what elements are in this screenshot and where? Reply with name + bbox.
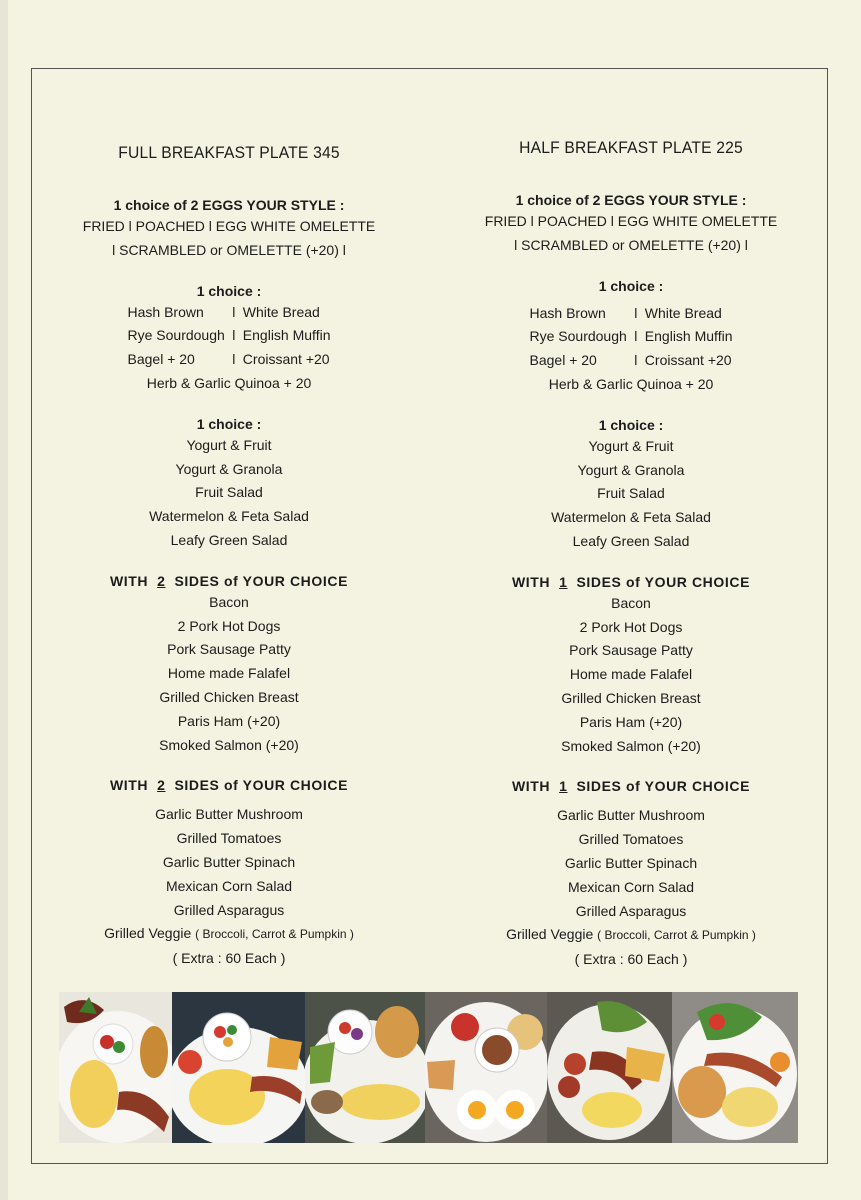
full-egg-line-2: l SCRAMBLED or OMELETTE (+20) l (112, 241, 346, 258)
half-bread-grid (530, 302, 733, 373)
half-bread-section (431, 276, 831, 397)
sides-count: 1 (559, 573, 568, 590)
half-veg-section (431, 776, 831, 972)
meat-item: Smoked Salmon (+20) (159, 736, 299, 753)
bread-separator: l (232, 351, 236, 368)
photo-strip (59, 992, 798, 1143)
fruit-item: Watermelon & Feta Salad (149, 508, 309, 525)
full-plate-title: FULL BREAKFAST PLATE 345 (118, 143, 340, 162)
full-egg-section (29, 195, 429, 263)
bread-option: English Muffin (644, 328, 733, 345)
breakfast-plate-photo-icon (59, 992, 172, 1143)
full-egg-line-1: FRIED l POACHED l EGG WHITE OMELETTE (82, 218, 376, 234)
sides-prefix: WITH (511, 573, 551, 590)
sides-count: 2 (157, 777, 166, 794)
full-veg-heading (29, 775, 429, 795)
veg-item: Garlic Butter Mushroom (155, 806, 303, 823)
bread-separator: l (634, 304, 638, 321)
bread-option: White Bread (242, 303, 320, 320)
breakfast-plate-photo-4 (425, 992, 547, 1143)
half-breakfast-column (431, 138, 831, 990)
veg-item: Garlic Butter Spinach (564, 854, 698, 871)
full-bread-grid (128, 301, 331, 372)
half-plate-title: HALF BREAKFAST PLATE 225 (519, 138, 743, 157)
fruit-item: Yogurt & Fruit (186, 436, 272, 453)
breakfast-plate-photo-icon (547, 992, 672, 1143)
full-breakfast-column (29, 143, 429, 989)
half-bread-extra: Herb & Garlic Quinoa + 20 (548, 375, 714, 392)
bread-option: Croissant +20 (644, 352, 732, 369)
breakfast-plate-photo-5 (547, 992, 672, 1143)
veg-item: Grilled Asparagus (173, 901, 285, 918)
bread-option: Bagel + 20 (529, 352, 597, 369)
half-bread-heading: 1 choice : (598, 277, 664, 294)
meat-item: Grilled Chicken Breast (159, 688, 299, 705)
meat-item: Bacon (209, 593, 249, 610)
fruit-item: Leafy Green Salad (170, 531, 288, 548)
meat-item: 2 Pork Hot Dogs (579, 618, 683, 635)
bread-option: Hash Brown (127, 303, 204, 320)
bread-separator: l (634, 328, 638, 345)
half-fruit-section (431, 415, 831, 554)
veggie-detail: ( Broccoli, Carrot & Pumpkin ) (195, 927, 354, 942)
veg-item-veggie (431, 923, 831, 948)
half-egg-heading: 1 choice of 2 EGGS YOUR STYLE : (515, 192, 747, 208)
sides-count: 1 (559, 778, 568, 795)
veggie-detail: ( Broccoli, Carrot & Pumpkin ) (597, 928, 756, 943)
full-bread-extra: Herb & Garlic Quinoa + 20 (146, 374, 312, 391)
meat-item: Grilled Chicken Breast (561, 689, 701, 706)
half-egg-section (431, 190, 831, 258)
meat-item: Paris Ham (+20) (579, 713, 683, 730)
veg-extra: ( Extra : 60 Each ) (172, 950, 286, 967)
fruit-item: Leafy Green Salad (572, 532, 690, 549)
veg-item: Garlic Butter Mushroom (557, 807, 705, 824)
veg-item: Grilled Asparagus (575, 902, 687, 919)
fruit-item: Yogurt & Granola (175, 460, 283, 477)
full-egg-heading: 1 choice of 2 EGGS YOUR STYLE : (113, 197, 345, 213)
full-bread-heading: 1 choice : (196, 282, 262, 299)
bread-separator: l (232, 327, 236, 344)
veggie-label: Grilled Veggie (506, 926, 594, 943)
bread-option: Bagel + 20 (127, 351, 195, 368)
breakfast-plate-photo-6 (672, 992, 798, 1143)
full-bread-section (29, 281, 429, 396)
bread-option: White Bread (644, 304, 722, 321)
fruit-item: Yogurt & Granola (577, 461, 685, 478)
meat-item: Home made Falafel (167, 665, 291, 682)
fruit-item: Watermelon & Feta Salad (551, 509, 711, 526)
half-meat-heading (431, 572, 831, 592)
veg-item-veggie (29, 922, 429, 947)
breakfast-plate-photo-3 (305, 992, 425, 1143)
sides-suffix: SIDES of YOUR CHOICE (576, 573, 751, 590)
bread-option: Croissant +20 (242, 351, 330, 368)
half-egg-line-1: FRIED l POACHED l EGG WHITE OMELETTE (484, 213, 778, 229)
breakfast-plate-photo-1 (59, 992, 172, 1143)
half-egg-line-2: l SCRAMBLED or OMELETTE (+20) l (514, 236, 748, 253)
breakfast-plate-photo-icon (172, 992, 305, 1143)
meat-item: Bacon (611, 594, 651, 611)
veg-item: Garlic Butter Spinach (162, 853, 296, 870)
bread-option: English Muffin (242, 327, 331, 344)
veg-item: Grilled Tomatoes (176, 830, 282, 847)
meat-item: Smoked Salmon (+20) (561, 737, 701, 754)
sides-count: 2 (157, 572, 166, 589)
sides-suffix: SIDES of YOUR CHOICE (174, 777, 349, 794)
veg-extra: ( Extra : 60 Each ) (574, 951, 688, 968)
sides-prefix: WITH (511, 778, 551, 795)
half-fruit-heading: 1 choice : (598, 416, 664, 433)
page-edge (0, 0, 8, 1200)
veg-item: Mexican Corn Salad (567, 878, 695, 895)
bread-option: Rye Sourdough (529, 328, 627, 345)
bread-separator: l (634, 352, 638, 369)
veg-item: Mexican Corn Salad (165, 877, 293, 894)
veg-item: Grilled Tomatoes (578, 831, 684, 848)
breakfast-plate-photo-icon (672, 992, 798, 1143)
full-veg-section (29, 775, 429, 971)
sides-prefix: WITH (109, 777, 149, 794)
sides-prefix: WITH (109, 572, 149, 589)
bread-option: Hash Brown (529, 304, 606, 321)
meat-item: Paris Ham (+20) (177, 712, 281, 729)
breakfast-plate-photo-2 (172, 992, 305, 1143)
fruit-item: Fruit Salad (597, 485, 665, 502)
full-fruit-heading: 1 choice : (196, 415, 262, 432)
meat-item: Pork Sausage Patty (167, 641, 291, 658)
meat-item: 2 Pork Hot Dogs (177, 617, 281, 634)
full-fruit-section (29, 414, 429, 553)
breakfast-plate-photo-icon (305, 992, 425, 1143)
half-meat-section (431, 572, 831, 759)
breakfast-plate-photo-icon (425, 992, 547, 1143)
fruit-item: Yogurt & Fruit (588, 437, 674, 454)
veggie-label: Grilled Veggie (104, 925, 192, 942)
meat-item: Pork Sausage Patty (569, 642, 693, 659)
full-meat-section (29, 571, 429, 758)
bread-option: Rye Sourdough (127, 327, 225, 344)
bread-separator: l (232, 303, 236, 320)
full-meat-heading (29, 571, 429, 591)
meat-item: Home made Falafel (569, 666, 693, 683)
sides-suffix: SIDES of YOUR CHOICE (174, 572, 349, 589)
half-veg-heading (431, 776, 831, 796)
sides-suffix: SIDES of YOUR CHOICE (576, 778, 751, 795)
fruit-item: Fruit Salad (195, 484, 263, 501)
